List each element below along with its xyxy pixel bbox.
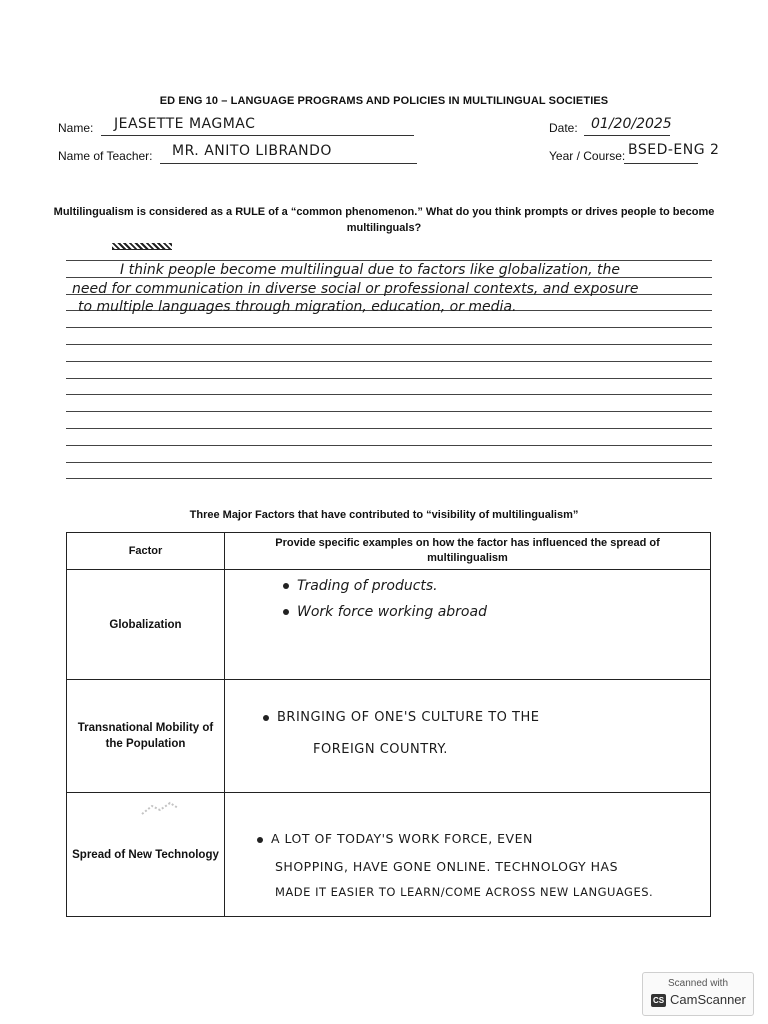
examples-new-technology <box>225 793 711 917</box>
factor-column-header: Factor <box>67 533 225 570</box>
teacher-underline <box>160 163 417 164</box>
ruled-line <box>66 428 712 429</box>
bullet-icon <box>257 837 263 843</box>
example-item: BRINGING OF ONE'S CULTURE TO THE <box>263 710 539 725</box>
ruled-line <box>66 327 712 328</box>
date-underline <box>584 135 670 136</box>
name-label: Name: <box>58 121 94 135</box>
example-item: Work force working abroad <box>283 604 487 620</box>
name-underline <box>101 135 414 136</box>
camscanner-logo-icon: CS <box>652 996 665 1005</box>
year-course-value: BSED-ENG 2 <box>628 142 720 158</box>
teacher-label: Name of Teacher: <box>58 149 153 163</box>
example-item: Trading of products. <box>283 578 438 594</box>
factor-new-technology: Spread of New Technology <box>67 793 225 917</box>
example-item: A LOT OF TODAY'S WORK FORCE, EVEN <box>257 831 533 846</box>
teacher-value: MR. ANITO LIBRANDO <box>172 143 332 159</box>
answer-line-3: to multiple languages through migration, education, or media. <box>78 299 517 315</box>
year-course-label: Year / Course: <box>549 149 626 163</box>
table-row <box>67 680 711 793</box>
watermark-caption: Scanned with <box>667 978 729 989</box>
example-item-continued: MADE IT EASIER TO LEARN/COME ACROSS NEW LANGUAGES. <box>275 885 654 899</box>
ruled-line <box>66 378 712 379</box>
ruled-line <box>66 260 712 261</box>
document-title: ED ENG 10 – LANGUAGE PROGRAMS AND POLICIES IN MULTILINGUAL SOCIETIES <box>159 95 609 107</box>
answer-line-1: I think people become multilingual due to factors like globalization, the <box>120 262 620 278</box>
table-header-row <box>67 533 711 570</box>
examples-globalization <box>225 570 711 680</box>
ruled-line <box>66 344 712 345</box>
factors-table <box>66 532 711 917</box>
date-value: 01/20/2025 <box>591 116 672 132</box>
camscanner-watermark <box>642 972 754 1016</box>
examples-transnational-mobility <box>225 680 711 793</box>
factor-transnational-mobility: Transnational Mobility of the Population <box>67 680 225 793</box>
ruled-line <box>66 394 712 395</box>
watermark-brand: CamScanner <box>670 992 746 1007</box>
table-row <box>67 570 711 680</box>
ruled-line <box>66 411 712 412</box>
scan-smudge <box>140 800 180 818</box>
example-item-continued: FOREIGN COUNTRY. <box>313 742 448 757</box>
factor-globalization: Globalization <box>67 570 225 680</box>
year-course-underline <box>624 163 698 164</box>
question-text: Multilingualism is considered as a RULE of a “common phenomenon.” What do you think prompts or drives people to become multilinguals? <box>53 206 715 234</box>
bullet-icon <box>283 583 289 589</box>
date-label: Date: <box>549 121 578 135</box>
examples-column-header: Provide specific examples on how the factor has influenced the spread of multilingualism <box>225 533 711 570</box>
factors-title: Three Major Factors that have contributed to “visibility of multilingualism” <box>189 509 579 521</box>
bullet-icon <box>283 609 289 615</box>
ruled-line <box>66 478 712 479</box>
bullet-icon <box>263 715 269 721</box>
answer-line-2: need for communication in diverse social or professional contexts, and exposure <box>72 281 639 297</box>
ruled-line <box>66 445 712 446</box>
ruled-line <box>66 462 712 463</box>
ruled-line <box>66 361 712 362</box>
crossed-out-word <box>112 243 172 251</box>
name-value: JEASETTE MAGMAC <box>114 116 256 132</box>
example-item-continued: SHOPPING, HAVE GONE ONLINE. TECHNOLOGY HAS <box>275 859 619 874</box>
